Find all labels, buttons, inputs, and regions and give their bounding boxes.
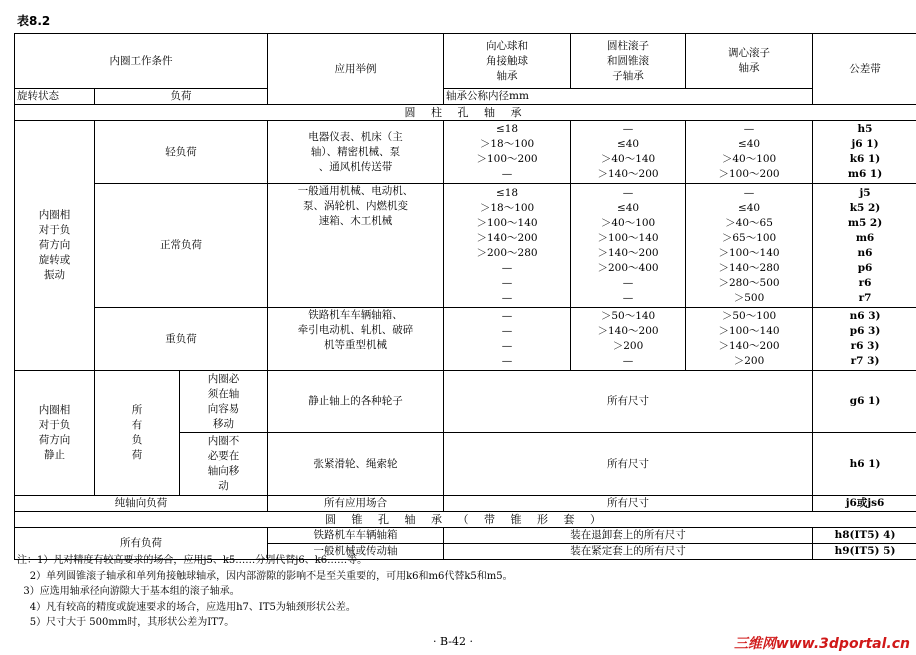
tapered-size-withdrawal: 装在退卸套上的所有尺寸 [444, 528, 813, 544]
header-cylindrical-bearing: 圆柱滚子 和圆锥滚 子轴承 [571, 34, 686, 89]
header-self-aligning-bearing: 调心滚子 轴承 [686, 34, 813, 89]
tolerance-table [14, 33, 916, 560]
light-load-label: 轻负荷 [95, 121, 268, 184]
normal-load-self-aligning: — ≤40 ＞40～65 ＞65～100 ＞100～140 ＞140～280 ＞280～500 ＞500 [686, 184, 813, 308]
pure-axial-tolerance: j6或js6 [813, 496, 916, 512]
tapered-tolerance-withdrawal: h8(IT5) 4) [813, 528, 916, 544]
header-tolerance: 公差带 [813, 34, 916, 105]
tapered-all-loads-label: 所有负荷 [15, 528, 268, 560]
footnote: 5）尺寸大于 500mm时，其形状公差为IT7。 [17, 617, 235, 628]
tapered-application-railway: 铁路机车车辆轴箱 [268, 528, 444, 544]
header-bore: 轴承公称内径mm [444, 89, 813, 105]
all-loads-vertical: 所 有 负 荷 [95, 371, 180, 496]
axial-easy-label: 内圈必 须在轴 向容易 移动 [180, 371, 268, 433]
section-cylindrical-bore: 圆 柱 孔 轴 承 [15, 105, 916, 121]
pure-axial-label: 纯轴向负荷 [15, 496, 268, 512]
heavy-load-label: 重负荷 [95, 308, 268, 371]
light-load-application: 电器仪表、机床（主 轴）、精密机械、泵 、通风机传送带 [268, 121, 444, 184]
axial-easy-size: 所有尺寸 [444, 371, 813, 433]
tapered-size-adapter: 装在紧定套上的所有尺寸 [444, 544, 813, 560]
footnotes [17, 553, 513, 631]
header-application: 应用举例 [268, 34, 444, 105]
heavy-load-application: 铁路机车车辆轴箱、 牵引电动机、轧机、破碎 机等重型机械 [268, 308, 444, 371]
axial-no-move-size: 所有尺寸 [444, 433, 813, 496]
normal-load-ball: ≤18 ＞18～100 ＞100～140 ＞140～200 ＞200～280 — — — [444, 184, 571, 308]
stationary-load-group: 内圈相 对于负 荷方向 静止 [15, 371, 95, 496]
normal-load-cylindrical: — ≤40 ＞40～100 ＞100～140 ＞140～200 ＞200～400 — — [571, 184, 686, 308]
header-load: 负荷 [95, 89, 268, 105]
footnote: 2）单列圆锥滚子轴承和单列角接触球轴承，因内部游隙的影响不是至关重要的，可用k6和m6代替k5和m5。 [17, 570, 513, 582]
footnote: 注：1）凡对精度有较高要求的场合，应用j5、k5……分别代替j6、k6……等。 [17, 555, 368, 566]
heavy-load-self-aligning: ＞50～100 ＞100～140 ＞140～200 ＞200 [686, 308, 813, 371]
normal-load-application: 一般通用机械、电动机、 泵、涡轮机、内燃机变 速箱、木工机械 [268, 184, 444, 308]
pure-axial-size: 所有尺寸 [444, 496, 813, 512]
tapered-tolerance-adapter: h9(IT5) 5) [813, 544, 916, 560]
footnote: 3）应选用轴承径向游隙大于基本组的滚子轴承。 [17, 586, 240, 597]
axial-no-move-application: 张紧滑轮、绳索轮 [268, 433, 444, 496]
light-load-cylindrical: — ≤40 ＞40～140 ＞140～200 [571, 121, 686, 184]
heavy-load-ball: — — — — [444, 308, 571, 371]
header-ball-bearing: 向心球和 角接触球 轴承 [444, 34, 571, 89]
pure-axial-application: 所有应用场合 [268, 496, 444, 512]
watermark-logo: 三维网www.3dportal.cn [733, 636, 910, 652]
heavy-load-cylindrical: ＞50～140 ＞140～200 ＞200 — [571, 308, 686, 371]
table-title: 表8.2 [17, 14, 51, 28]
light-load-tolerance: h5 j6 1) k6 1) m6 1) [813, 121, 916, 184]
page-number: · B-42 · [433, 635, 473, 648]
axial-no-move-label: 内圈不 必要在 轴向移 动 [180, 433, 268, 496]
tapered-application-general: 一般机械或传动轴 [268, 544, 444, 560]
heavy-load-tolerance: n6 3) p6 3) r6 3) r7 3) [813, 308, 916, 371]
light-load-ball: ≤18 ＞18～100 ＞100～200 — [444, 121, 571, 184]
footnote: 4）凡有较高的精度或旋速要求的场合，应选用h7、IT5为轴颈形状公差。 [17, 601, 356, 613]
section-tapered-bore: 圆 锥 孔 轴 承 （ 带 锥 形 套 ） [15, 512, 916, 528]
normal-load-tolerance: j5 k5 2) m5 2) m6 n6 p6 r6 r7 [813, 184, 916, 308]
axial-easy-application: 静止轴上的各种轮子 [268, 371, 444, 433]
light-load-self-aligning: — ≤40 ＞40～100 ＞100～200 [686, 121, 813, 184]
header-rotation: 旋转状态 [15, 89, 95, 105]
axial-easy-tolerance: g6 1) [813, 371, 916, 433]
rotating-load-group: 内圈相 对于负 荷方向 旋转或 振动 [15, 121, 95, 371]
normal-load-label: 正常负荷 [95, 184, 268, 308]
header-conditions: 内圈工作条件 [15, 34, 268, 89]
axial-no-move-tolerance: h6 1) [813, 433, 916, 496]
